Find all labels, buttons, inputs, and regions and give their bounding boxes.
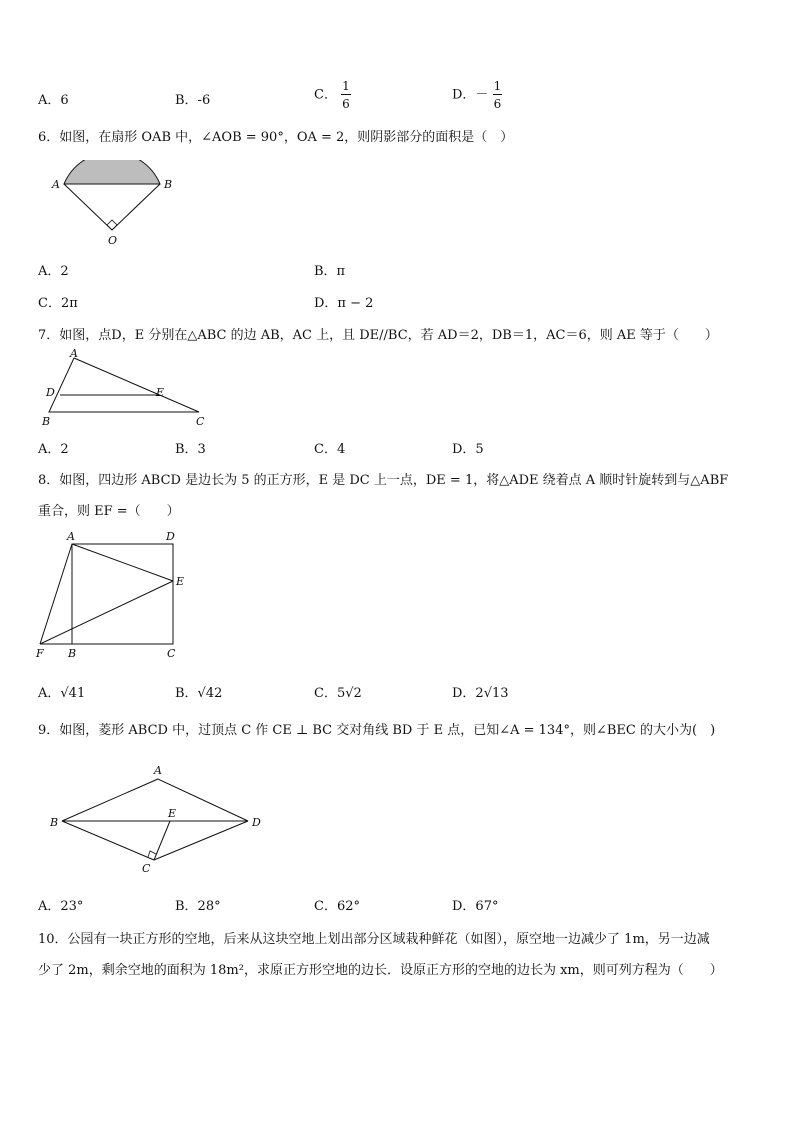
q6-option-b: B．π [314, 264, 346, 279]
label-b: B [164, 178, 173, 191]
q9-rhombus-figure [44, 760, 274, 880]
radius-ob [112, 184, 160, 230]
label-e: E [168, 807, 177, 820]
segment-fe [40, 581, 173, 644]
q10-stem-line2: 少了 2m，剩余空地的面积为 18m²，求原正方形空地的边长．设原正方形的空地的边长为 xm，则可列方程为（ ） [38, 963, 723, 978]
side-bc [62, 821, 154, 860]
q6-stem: 6．如图，在扇形 OAB 中，∠AOB = 90°，OA = 2，则阴影部分的面积是（ ） [38, 130, 514, 145]
q9-option-c: C．62° [314, 899, 360, 914]
label-c: C [167, 647, 176, 660]
q8-stem-line1: 8．如图，四边形 ABCD 是边长为 5 的正方形，E 是 DC 上一点，DE = 1，将△ADE 绕着点 A 顺时针旋转到与△ABF [38, 473, 729, 488]
q5-option-d-label: D．－ [452, 87, 489, 103]
segment-af [40, 544, 72, 644]
q9-option-a: A．23° [38, 899, 84, 914]
q7-option-d: D．5 [452, 442, 484, 457]
q7-option-c: C．4 [314, 442, 346, 457]
label-a: A [70, 347, 78, 360]
square-abcd [72, 544, 173, 644]
label-c: C [142, 862, 151, 875]
q5-option-b: B．-6 [175, 93, 211, 108]
label-e: E [176, 575, 185, 588]
q9-option-d: D．67° [452, 899, 499, 914]
q5-option-a: A．6 [38, 93, 69, 108]
right-angle-mark [107, 220, 117, 230]
label-c: C [196, 415, 205, 428]
q8-option-b: B．√42 [175, 686, 223, 701]
q7-option-b: B．3 [175, 442, 206, 457]
q5-option-d-fraction [493, 80, 503, 110]
q7-triangle-figure [38, 346, 218, 430]
fraction-denominator: 6 [493, 97, 502, 111]
label-a: A [67, 530, 75, 543]
radius-oa [64, 184, 112, 230]
q6-option-c: C．2π [38, 296, 78, 311]
fraction-denominator: 6 [342, 97, 350, 111]
q9-option-b: B．28° [175, 899, 221, 914]
right-angle-mark [148, 851, 156, 857]
q5-option-c-label: C． [314, 87, 337, 103]
segment-ae [72, 544, 173, 581]
label-d: D [252, 816, 261, 829]
q6-option-a: A．2 [38, 264, 69, 279]
label-o: O [108, 234, 118, 247]
q5-option-d [452, 80, 502, 110]
q9-stem: 9．如图，菱形 ABCD 中，过顶点 C 作 CE ⊥ BC 交对角线 BD 于 E 点，已知∠A = 134°，则∠BEC 的大小为( ) [38, 723, 716, 738]
label-a: A [154, 764, 162, 777]
label-e: E [156, 386, 165, 399]
q10-stem-line1: 10．公园有一块正方形的空地，后来从这块空地上划出部分区域栽种鲜花（如图），原空地一边减少了 1m，另一边减 [38, 932, 710, 947]
q7-stem: 7．如图，点D，E 分别在△ABC 的边 AB，AC 上，且 DE//BC，若 AD＝2，DB＝1，AC＝6，则 AE 等于（ ） [38, 328, 718, 343]
q6-sector-figure [40, 160, 190, 250]
q5-option-c-fraction [341, 80, 351, 110]
triangle-abd [62, 779, 248, 821]
label-b: B [68, 647, 77, 660]
fraction-numerator: 1 [493, 79, 502, 93]
q6-option-d: D．π − 2 [314, 296, 374, 311]
label-d: D [46, 386, 55, 399]
triangle-abc [49, 358, 199, 412]
q8-stem-line2: 重合，则 EF =（ ） [38, 504, 180, 519]
q8-option-d: D．2√13 [452, 686, 509, 701]
q7-option-a: A．2 [38, 442, 69, 457]
label-b: B [50, 816, 59, 829]
q8-square-figure [30, 526, 200, 666]
fraction-numerator: 1 [342, 79, 350, 93]
label-a: A [52, 178, 60, 191]
shaded-segment [64, 160, 160, 184]
q8-option-a: A．√41 [38, 686, 86, 701]
label-f: F [36, 647, 44, 660]
label-b: B [42, 415, 51, 428]
q8-option-c: C．5√2 [314, 686, 362, 701]
label-d: D [166, 530, 175, 543]
q5-option-c [314, 80, 351, 110]
